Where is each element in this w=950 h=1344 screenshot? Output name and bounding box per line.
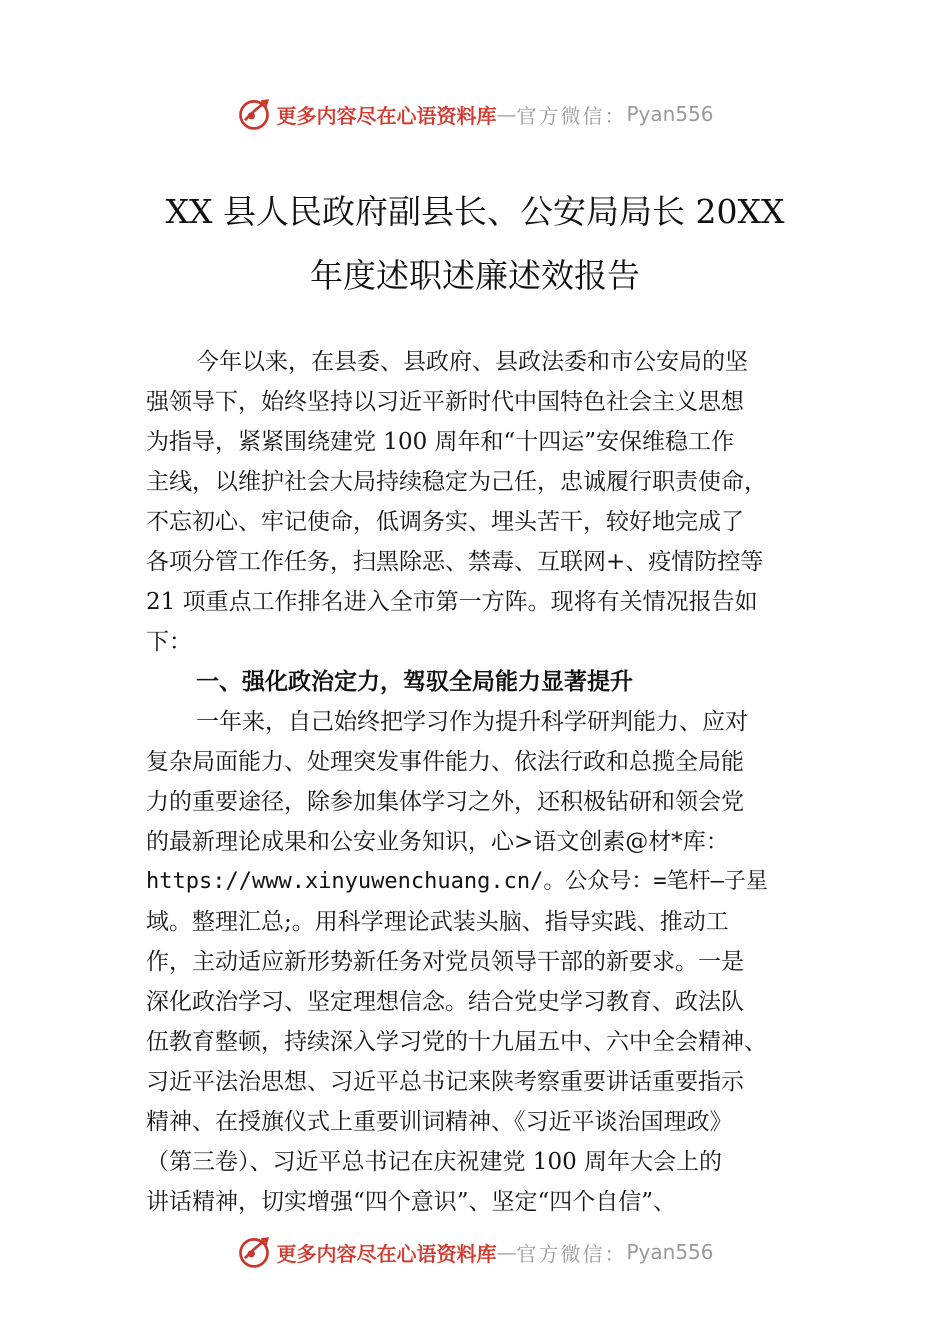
body-line: 作，主动适应新形势新任务对党员领导干部的新要求。一是 xyxy=(146,949,744,975)
banner-dash: — xyxy=(496,102,517,126)
footer-banner xyxy=(0,1232,950,1272)
body-line: 深化政治学习、坚定理想信念。结合党史学习教育、政法队 xyxy=(146,989,744,1015)
banner-wechat-id: Pyan556 xyxy=(626,1240,714,1264)
banner-dash: — xyxy=(496,1240,517,1264)
header-banner xyxy=(0,94,950,134)
body-line: 不忘初心、牢记使命，低调务实、埋头苦干，较好地完成了 xyxy=(146,509,744,535)
body-line-url: https://www.xinyuwenchuang.cn/。公众号：=笔杆—子星 xyxy=(146,869,768,894)
body-line: 强领导下，始终坚持以习近平新时代中国特色社会主义思想 xyxy=(146,389,744,415)
logo-icon xyxy=(236,96,272,132)
body-line: 精神、在授旗仪式上重要训词精神、《习近平谈治国理政》 xyxy=(146,1109,733,1135)
body-line: （第三卷）、习近平总书记在庆祝建党 100 周年大会上的 xyxy=(146,1149,723,1175)
body-line: 21 项重点工作排名进入全市第一方阵。现将有关情况报告如 xyxy=(146,589,758,615)
logo-icon xyxy=(236,1234,272,1270)
body-line: 为指导，紧紧围绕建党 100 周年和“十四运”安保维稳工作 xyxy=(146,429,735,455)
banner-wechat-label: 官方微信： xyxy=(516,1241,627,1266)
body-line: 力的重要途径，除参加集体学习之外，还积极钻研和领会党 xyxy=(146,789,744,815)
body-line: 域。整理汇总;。用科学理论武装头脑、指导实践、推动工 xyxy=(146,909,729,935)
body-line: 主线，以维护社会大局持续稳定为己任，忠诚履行职责使命， xyxy=(146,469,767,495)
body-line: 讲话精神，切实增强“四个意识”、坚定“四个自信”、 xyxy=(146,1189,677,1215)
banner-wechat-label: 官方微信： xyxy=(516,103,627,128)
body-line: 下： xyxy=(146,629,192,655)
banner-wechat-id: Pyan556 xyxy=(626,102,714,126)
section-heading: 一、强化政治定力，驾驭全局能力显著提升 xyxy=(196,669,633,695)
body-line: 习近平法治思想、习近平总书记来陕考察重要讲话重要指示 xyxy=(146,1069,744,1095)
body-line: 今年以来，在县委、县政府、县政法委和市公安局的坚 xyxy=(196,349,748,375)
document-title-line-1: XX 县人民政府副县长、公安局局长 20XX xyxy=(165,192,785,231)
document-body xyxy=(146,342,826,1222)
body-line: 的最新理论成果和公安业务知识，心>语文创素@材*库： xyxy=(146,829,729,855)
body-line: 复杂局面能力、处理突发事件能力、依法行政和总揽全局能 xyxy=(146,749,744,775)
banner-main-text: 更多内容尽在心语资料库 xyxy=(276,1241,497,1266)
body-line: 各项分管工作任务，扫黑除恶、禁毒、互联网+、疫情防控等 xyxy=(146,549,764,575)
document-title-line-2: 年度述职述廉述效报告 xyxy=(310,256,640,295)
banner-main-text: 更多内容尽在心语资料库 xyxy=(276,103,497,128)
body-line: 一年来，自己始终把学习作为提升科学研判能力、应对 xyxy=(196,709,748,735)
body-line: 伍教育整顿，持续深入学习党的十九届五中、六中全会精神、 xyxy=(146,1029,767,1055)
